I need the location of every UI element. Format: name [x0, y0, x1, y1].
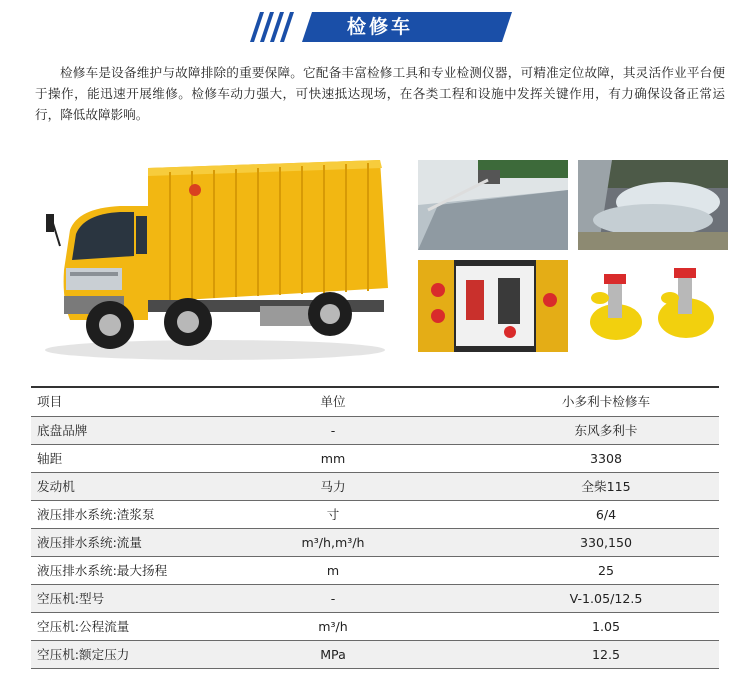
tool-cabinet-photo [418, 260, 568, 352]
row-unit: - [330, 591, 336, 606]
intro-paragraph: 检修车是设备维护与故障排除的重要保障。它配备丰富检修工具和专业检测仪器，可精准定位故障，其灵活作业平台便于操作，能迅速开展维修。检修车动力强大，可快速抵达现场，在各类工程和设施中发挥关键作用，有力确保设备正常运行，降低故障影响。 [35, 65, 725, 122]
row-unit: m³/h [318, 619, 348, 634]
header-model: 小多利卡检修车 [561, 394, 651, 409]
row-item: 底盘品牌 [37, 423, 88, 438]
page-title: 检修车 [346, 16, 413, 38]
table-row [31, 613, 719, 641]
row-item: 液压排水系统:流量 [37, 535, 142, 550]
pump-discharge-photo [578, 160, 728, 250]
row-item: 空压机:额定压力 [37, 647, 130, 662]
row-value: 330,150 [579, 535, 633, 550]
slurry-pumps-photo [578, 260, 728, 352]
service-truck-image [30, 150, 392, 365]
row-unit: mm [320, 451, 346, 466]
row-item: 空压机:型号 [37, 591, 105, 606]
row-value: 全柴115 [581, 479, 631, 494]
row-value: 1.05 [591, 619, 621, 634]
row-unit: - [330, 423, 336, 438]
table-row [31, 641, 719, 669]
row-item: 发动机 [37, 479, 75, 494]
row-value: 25 [597, 563, 615, 578]
row-item: 轴距 [37, 451, 63, 466]
table-row [31, 473, 719, 501]
row-item: 空压机:公程流量 [37, 619, 130, 634]
row-unit: m [326, 563, 340, 578]
row-item: 液压排水系统:最大扬程 [37, 563, 168, 578]
spec-table [31, 386, 719, 669]
table-row [31, 501, 719, 529]
row-value: 12.5 [591, 647, 621, 662]
table-row [31, 557, 719, 585]
floodgate-photo [418, 160, 568, 250]
table-row [31, 445, 719, 473]
row-item: 液压排水系统:渣浆泵 [37, 507, 155, 522]
table-row [31, 417, 719, 445]
header-unit: 单位 [320, 394, 346, 409]
table-header-row [31, 386, 719, 417]
row-value: 3308 [589, 451, 623, 466]
title-banner [240, 12, 512, 42]
table-row [31, 585, 719, 613]
row-value: 6/4 [595, 507, 617, 522]
header-item: 项目 [37, 394, 63, 409]
row-unit: MPa [320, 647, 346, 662]
row-unit: m³/h,m³/h [301, 535, 365, 550]
row-unit: 寸 [326, 507, 340, 522]
table-row [31, 529, 719, 557]
row-value: 东风多利卡 [574, 423, 638, 438]
row-unit: 马力 [320, 479, 346, 494]
row-value: V-1.05/12.5 [569, 591, 643, 606]
